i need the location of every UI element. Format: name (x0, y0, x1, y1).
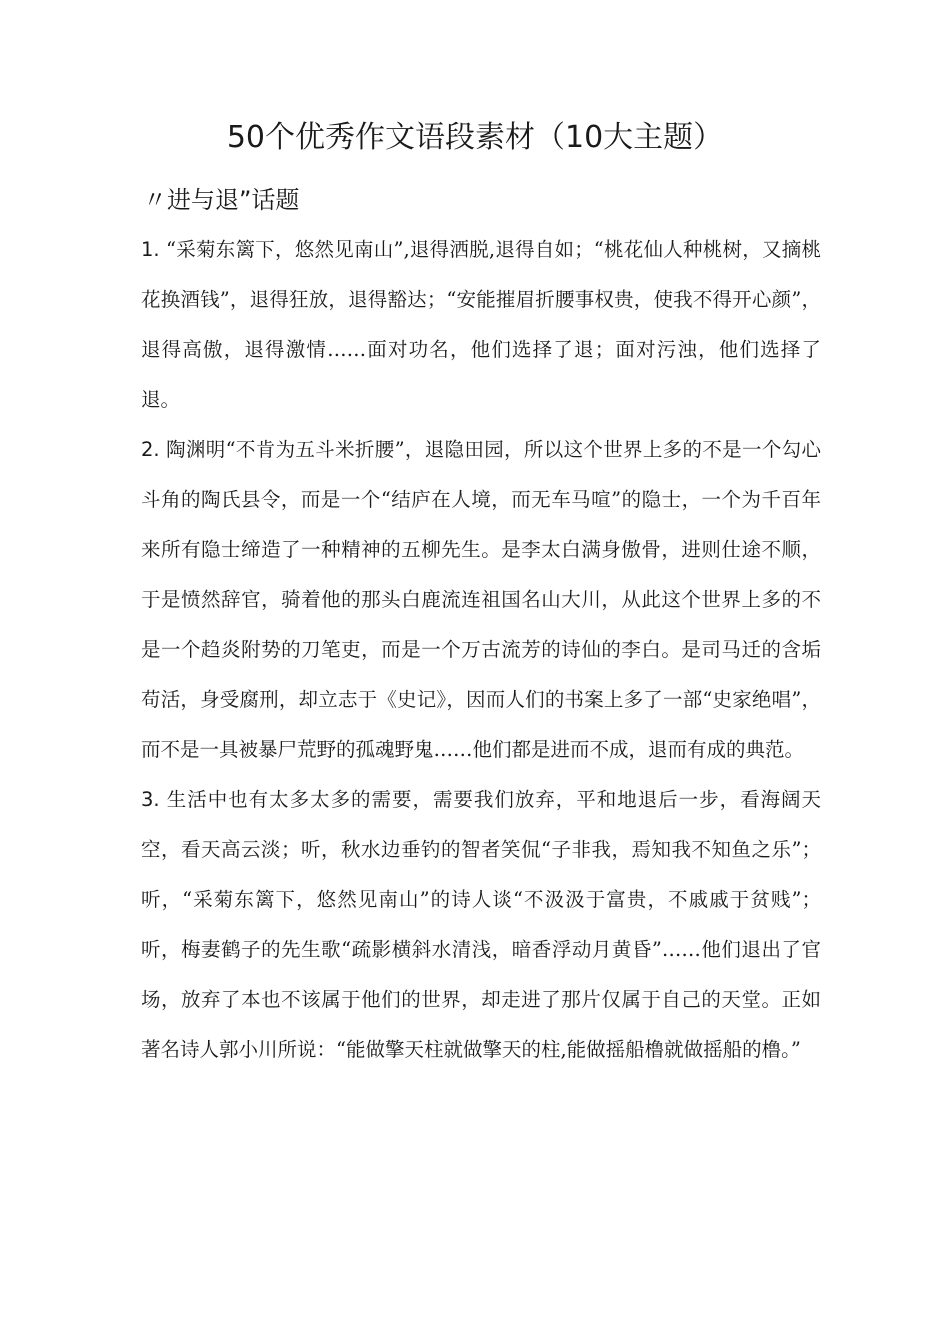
paragraph-text: “采菊东篱下，悠然见南山”,退得洒脱,退得自如；“桃花仙人种桃树，又摘桃花换酒钱”，退得狂放，退得豁达；“安能摧眉折腰事权贵，使我不得开心颜”，退得高傲，退得激情……面对功名，他们选择了退；面对污浊，他们选择了退。 (141, 238, 821, 411)
document-title: 50个优秀作文语段素材（10大主题） (226, 120, 724, 155)
paragraph-number: 2. (141, 438, 160, 461)
paragraph-3 (141, 775, 821, 1075)
section-heading: 〃进与退”话题 (143, 186, 300, 214)
paragraph-number: 1. (141, 238, 160, 261)
paragraph-2 (141, 425, 821, 775)
document-body (141, 225, 821, 1075)
paragraph-1 (141, 225, 821, 425)
paragraph-text: 生活中也有太多太多的需要，需要我们放弃，平和地退后一步，看海阔天空，看天高云淡；听，秋水边垂钓的智者笑侃“子非我，焉知我不知鱼之乐”；听，“采菊东篱下，悠然见南山”的诗人谈“不汲汲于富贵，不戚戚于贫贱”；听，梅妻鹤子的先生歌“疏影横斜水清浅，暗香浮动月黄昏”……他们退出了官场，放弃了本也不该属于他们的世界，却走进了那片仅属于自己的天堂。正如著名诗人郭小川所说：“能做擎天柱就做擎天的柱,能做摇船橹就做摇船的橹。” (141, 788, 821, 1061)
paragraph-text: 陶渊明“不肯为五斗米折腰”，退隐田园，所以这个世界上多的不是一个勾心斗角的陶氏县令，而是一个“结庐在人境，而无车马喧”的隐士，一个为千百年来所有隐士缔造了一种精神的五柳先生。是李太白满身傲骨，进则仕途不顺，于是愤然辞官，骑着他的那头白鹿流连祖国名山大川，从此这个世界上多的不是一个趋炎附势的刀笔吏，而是一个万古流芳的诗仙的李白。是司马迁的含垢苟活，身受腐刑，却立志于《史记》，因而人们的书案上多了一部“史家绝唱”，而不是一具被暴尸荒野的孤魂野鬼……他们都是进而不成，退而有成的典范。 (141, 438, 821, 761)
paragraph-number: 3. (141, 788, 160, 811)
